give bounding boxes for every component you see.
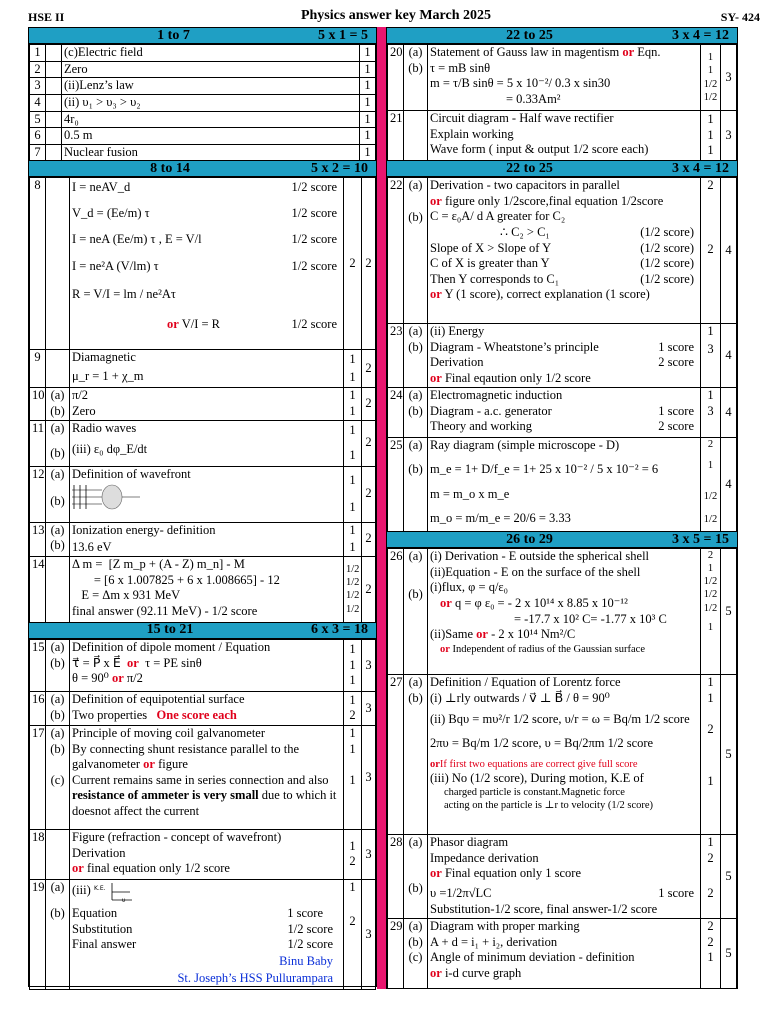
question-row-29: 29 (a) (b) (c) Diagram with proper marking A + d = i₁ + i₂, derivation Angle of minimum deviation - definition or i-d curve graph 2 2 1 5 — [388, 919, 737, 989]
question-row-25: 25 (a) (b) Ray diagram (simple microscope - D) m_e = 1+ D/f_e = 1+ 25 x 10⁻² / 5 x 10⁻² = 6 m = m_o x m_e m_o = m/m_e = 20/6 = 3.33 2 1 1/2 1/2 4 — [388, 438, 737, 532]
question-row-2: 2 Zero 1 — [30, 61, 376, 78]
question-row-7: 7 Nuclear fusion 1 — [30, 144, 376, 161]
question-row-27: 27 (a) (b) Definition / Equation of Lorentz force (i) ⊥rly outwards / v⃗ ⊥ B⃗ / θ = 90⁰ (ii) Bqυ = mυ²/r 1/2 score, υ/r = ω = Bq/m 1/2 score 2πυ = Bq/m 1/2 score, υ = Bq/2πm 1/2 score orIf first two equations are correct give full score (iii) No (1/2 score), During motion, K.E of charged particle is constant.Magnetic force acting on the particle is ⊥r to velocity (1/2 score) 1 1 2 1 5 — [388, 675, 737, 835]
question-row-3: 3 (ii)Lenz’s law 1 — [30, 78, 376, 95]
section-header-22-25: 22 to 25 3 x 4 = 12 — [387, 161, 737, 177]
answer-q8: I = neAV_d 1/2 score V_d = (Ee/m) τ 1/2 score I = neA (Ee/m) τ , E = V/l 1/2 score I = ne²A (V/lm) τ 1/2 score R = V/I = lm / ne²Aτ or V/I = R 1/2 score — [70, 178, 344, 350]
svg-text:υ: υ — [121, 896, 126, 902]
page-title: Physics answer key March 2025 — [300, 8, 492, 23]
question-row-12: 12 (a) (b) Definition of wavefront 1 1 2 — [30, 466, 376, 522]
question-row-15: 15 (a) (b) Definition of dipole moment / Equation τ⃗ = P⃗ x E⃗ or τ = PE sinθ θ = 90⁰ or π/2 1 1 1 3 — [30, 639, 376, 691]
question-row-16: 16 (a) (b) Definition of equipotential surface Two properties One score each 1 2 3 — [30, 691, 376, 725]
table-q1-7 — [29, 44, 376, 161]
question-row-20: 20 (a) (b) Statement of Gauss law in magentism or Eqn. τ = mB sinθ m = τ/B sinθ = 5 x 10⁻²/ 0.3 x sin30 = 0.33Am² 1 1 1/2 1/2 3 — [388, 45, 737, 111]
wavefront-figure — [72, 482, 142, 512]
question-row-10: 10 (a) (b) π/2 Zero 1 1 2 — [30, 388, 376, 420]
section-header-8-14: 8 to 14 5 x 2 = 10 — [29, 161, 376, 177]
question-row-24: 24 (a) (b) Electromagnetic induction Diagram - a.c. generator 1 score Theory and working 2 score 1 3 4 — [388, 388, 737, 438]
table-q15-19 — [29, 639, 376, 990]
question-row-28: 28 (a) (b) Phasor diagram Impedance derivation or Final equation only 1 score υ =1/2π√LC 1 score Substitution-1/2 score, final answer-1/2 score 1 2 2 5 — [388, 835, 737, 919]
table-q8-14 — [29, 177, 376, 623]
question-row-19: 19 (a) (b) (iii) K.E. υ Equation 1 score Substitution 1/2 score Final answer 1/2 score Binu Baby St. Joseph’s HSS Pullurampara 1 2 3 — [30, 879, 376, 989]
ke-velocity-graph-icon — [94, 880, 134, 902]
signature-name: Binu Baby — [279, 953, 333, 968]
question-row-14: 14 Δ m = [Z m_p + (A - Z) m_n] - M = [6 x 1.007825 + 6 x 1.008665] - 12 E = Δm x 931 MeV final answer (92.11 MeV) - 1/2 score 1/2 1/2 1/2 1/2 2 — [30, 556, 376, 622]
section-header-right-1: 22 to 25 3 x 4 = 12 — [387, 28, 737, 44]
question-row-9: 9 Diamagnetic μ_r = 1 + χ_m 1 1 2 — [30, 350, 376, 388]
question-row-11: 11 (a) (b) Radio waves (iii) ε₀ dφ_E/dt 1 1 2 — [30, 420, 376, 466]
question-row-8: 8 I = neAV_d 1/2 score V_d = (Ee/m) τ 1/2 score I = neA (Ee/m) τ , E = V/l 1/2 score I = ne²A (V/lm) τ 1/2 score R = V/I = lm / ne²Aτ or V/I = R 1/2 score 2 2 — [30, 178, 376, 350]
section-header-26-29: 26 to 29 3 x 5 = 15 — [387, 532, 737, 548]
question-row-21: 21 Circuit diagram - Half wave rectifier Explain working Wave form ( input & output 1/2 score each) 1 1 1 3 — [388, 111, 737, 161]
section-header-15-21: 15 to 21 6 x 3 = 18 — [29, 623, 376, 639]
question-row-4: 4 (ii) υ₁ > υ₃ > υ₂ 1 — [30, 94, 376, 111]
table-q20-21 — [387, 44, 737, 161]
section-header-1-7: 1 to 7 5 x 1 = 5 — [29, 28, 376, 44]
table-q22-25 — [387, 177, 737, 532]
question-row-1: 1 (c)Electric field 1 — [30, 45, 376, 62]
question-row-5: 5 4r₀ 1 — [30, 111, 376, 128]
question-row-23: 23 (a) (b) (ii) Energy Diagram - Wheatstone’s principle 1 score Derivation 2 score or Final eqaution only 1/2 score 1 3 4 — [388, 324, 737, 388]
right-column — [386, 27, 738, 989]
column-divider — [377, 27, 386, 989]
paper-code: SY- 424 — [720, 10, 760, 24]
signature-school: St. Joseph’s HSS Pullurampara — [177, 970, 333, 985]
table-q26-29 — [387, 548, 737, 989]
question-row-17: 17 (a) (b) (c) Principle of moving coil galvanometer By connecting shunt resistance parallel to the galvanometer or figure Current remains same in series connection and also resistance of ammeter is very small due to which it doesnot affect the current 1 1 1 3 — [30, 725, 376, 829]
page-header — [28, 8, 764, 26]
question-row-22: 22 (a) (b) Derivation - two capacitors in parallel or figure only 1/2score,final equation 1/2score C = ε₀A/ d A greater for C₂ ∴ C₂ > C₁ (1/2 score) Slope of X > Slope of Y (1/2 score) C of X is greater than Y (1/2 score) Then Y corresponds to C₁ (1/2 score) or Y (1 score), correct explanation (1 score) 2 2 4 — [388, 178, 737, 324]
exam-level: HSE II — [28, 10, 65, 24]
svg-text:K.E.: K.E. — [93, 884, 106, 892]
question-row-13: 13 (a) (b) Ionization energy- definition 13.6 eV 1 1 2 — [30, 522, 376, 556]
question-row-6: 6 0.5 m 1 — [30, 128, 376, 145]
question-row-26: 26 (a) (b) (i) Derivation - E outside the spherical shell (ii)Equation - E on the surface of the shell (i)flux, φ = q/ε₀ or q = φ ε₀ = - 2 x 10¹⁴ x 8.85 x 10⁻¹² = -17.7 x 10² C= -1.77 x 10³ C (ii)Same or - 2 x 10¹⁴ Nm²/C or Independent of radius of the Gaussian surface 2 1 1/2 1/2 1/2 1 5 — [388, 549, 737, 675]
left-column — [28, 27, 377, 987]
question-row-18: 18 Figure (refraction - concept of wavefront) Derivation or final equation only 1/2 score 1 2 3 — [30, 829, 376, 879]
